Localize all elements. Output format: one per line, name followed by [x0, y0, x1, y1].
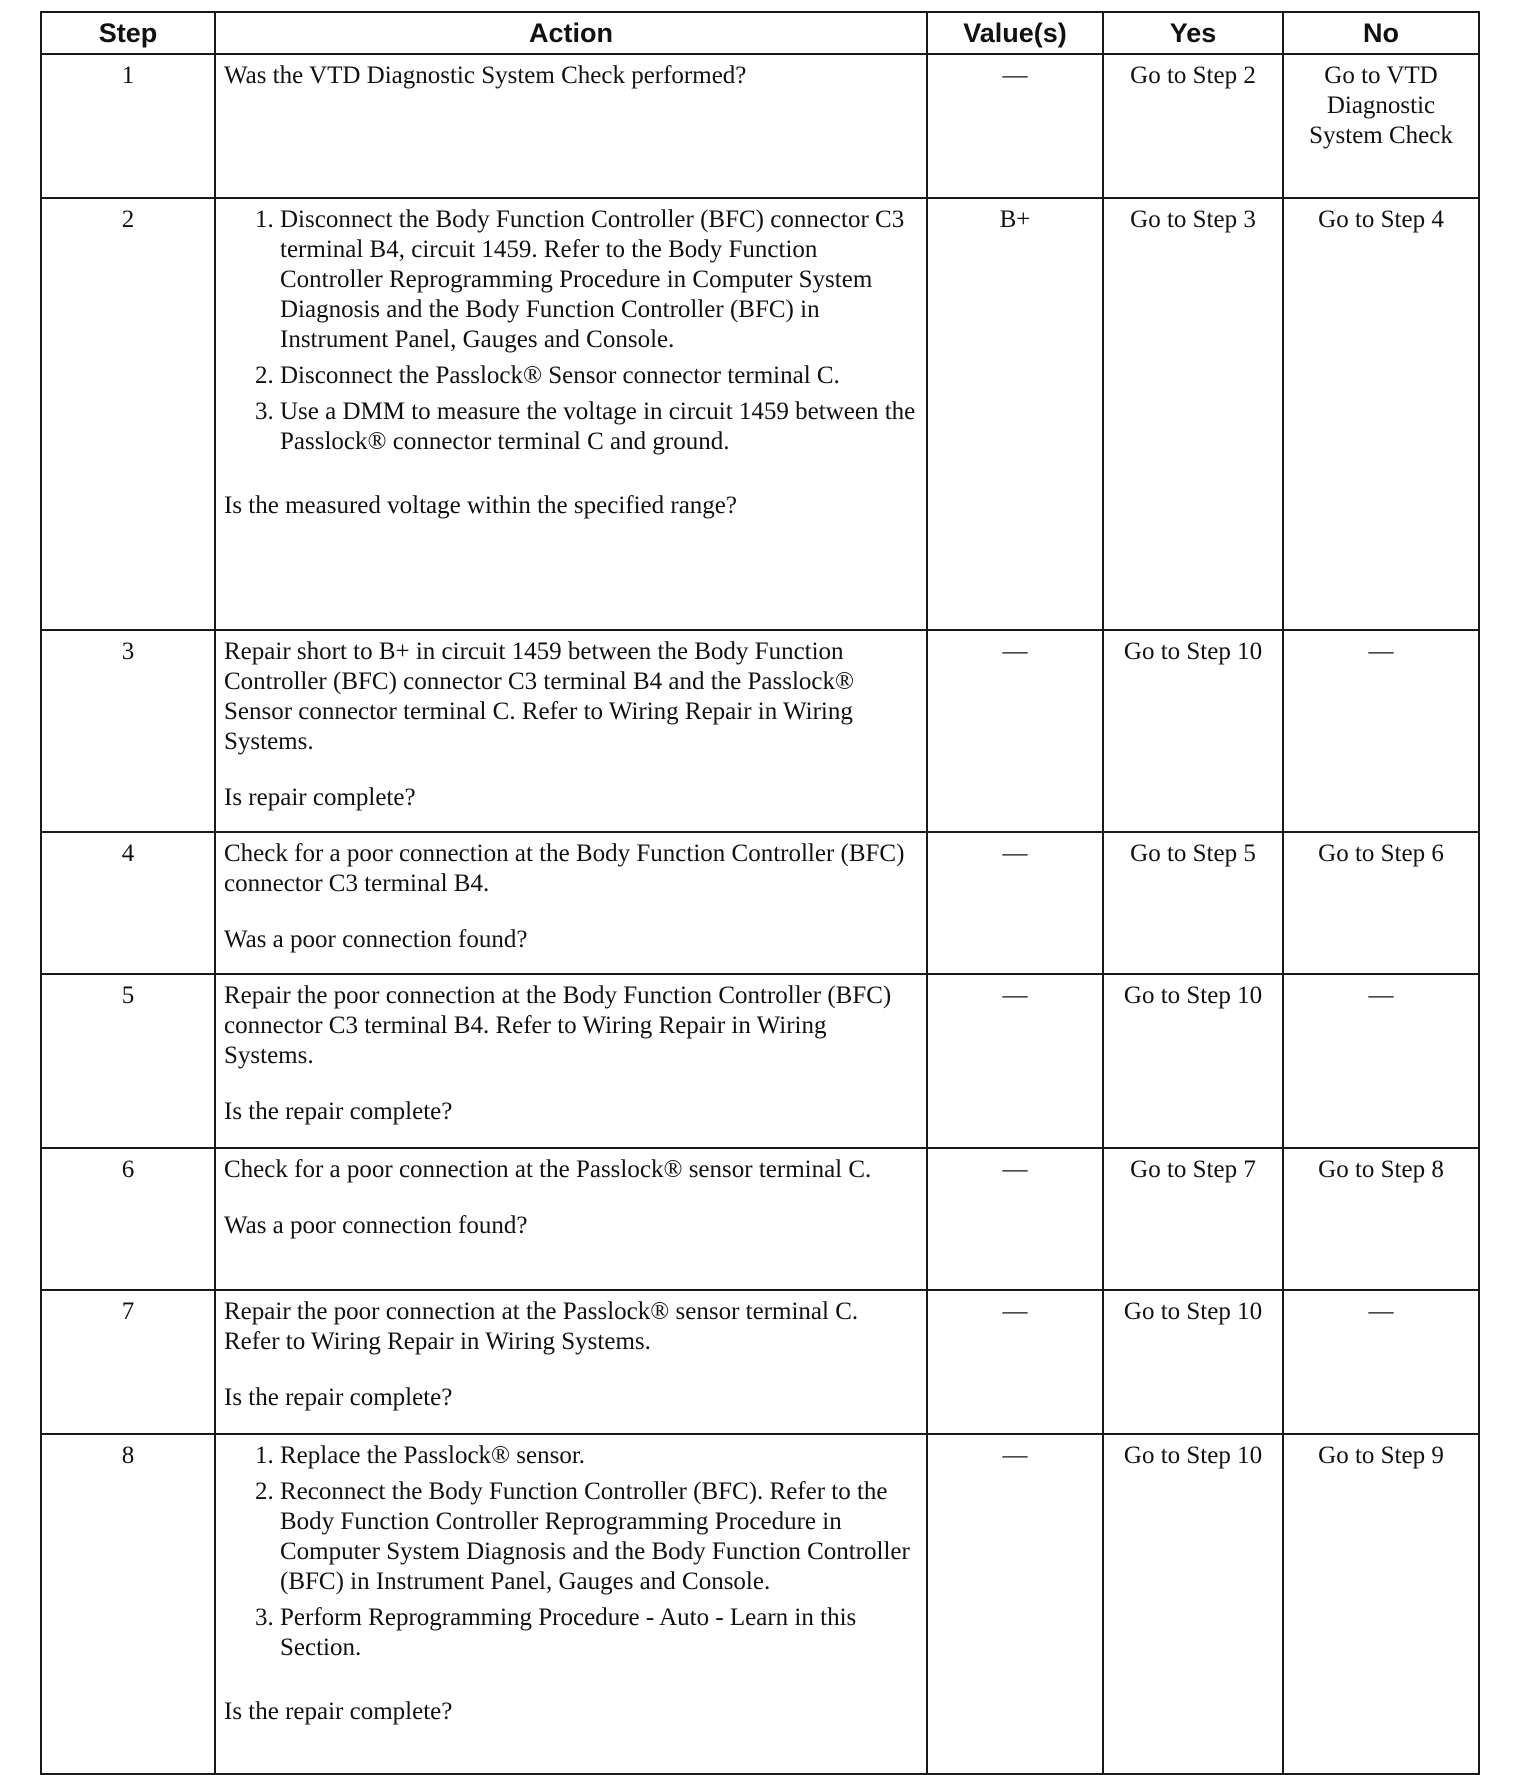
col-header-yes: Yes	[1103, 12, 1283, 54]
action-cell	[215, 198, 927, 630]
action-question: Is the repair complete?	[224, 1698, 453, 1725]
no-cell: Go to Step 9	[1283, 1434, 1479, 1774]
action-question: Was a poor connection found?	[224, 926, 528, 953]
action-cell	[215, 54, 927, 198]
step-number: 1	[41, 54, 215, 198]
action-cell	[215, 832, 927, 974]
action-cell	[215, 1148, 927, 1290]
col-header-values: Value(s)	[927, 12, 1103, 54]
table-row	[41, 1290, 1479, 1434]
step-number: 3	[41, 630, 215, 832]
value-cell: —	[927, 974, 1103, 1148]
action-cell	[215, 1290, 927, 1434]
yes-cell: Go to Step 7	[1103, 1148, 1283, 1290]
list-item: 1. Replace the Passlock® sensor.	[280, 1441, 918, 1471]
yes-cell: Go to Step 5	[1103, 832, 1283, 974]
action-question: Is the measured voltage within the specified range?	[224, 492, 738, 519]
no-cell: —	[1283, 974, 1479, 1148]
col-header-no: No	[1283, 12, 1479, 54]
yes-cell: Go to Step 3	[1103, 198, 1283, 630]
no-cell: Go to Step 6	[1283, 832, 1479, 974]
action-steps-list	[224, 1441, 918, 1663]
step-number: 4	[41, 832, 215, 974]
yes-cell: Go to Step 10	[1103, 974, 1283, 1148]
value-cell: —	[927, 1290, 1103, 1434]
no-cell: Go to Step 4	[1283, 198, 1479, 630]
no-cell: Go to VTD Diagnostic System Check	[1283, 54, 1479, 198]
action-question: Was a poor connection found?	[224, 1212, 528, 1239]
table-row	[41, 974, 1479, 1148]
step-number: 5	[41, 974, 215, 1148]
step-number: 6	[41, 1148, 215, 1290]
action-question: Is the repair complete?	[224, 1384, 453, 1411]
value-cell: —	[927, 630, 1103, 832]
action-text: Check for a poor connection at the Body Function Controller (BFC) connector C3 terminal B4.	[224, 840, 905, 897]
no-cell: —	[1283, 630, 1479, 832]
table-row	[41, 198, 1479, 630]
value-cell: —	[927, 1148, 1103, 1290]
table-row	[41, 1148, 1479, 1290]
value-cell: —	[927, 54, 1103, 198]
list-item: 3. Use a DMM to measure the voltage in circuit 1459 between the Passlock® connector terminal C and ground.	[280, 397, 918, 457]
diagnostic-table-page	[40, 11, 1478, 1775]
table-row	[41, 54, 1479, 198]
list-item: 2. Disconnect the Passlock® Sensor connector terminal C.	[280, 361, 918, 391]
yes-cell: Go to Step 10	[1103, 1434, 1283, 1774]
action-text: Repair the poor connection at the Body Function Controller (BFC) connector C3 terminal B4. Refer to Wiring Repair in Wiring Systems.	[224, 982, 892, 1069]
step-number: 8	[41, 1434, 215, 1774]
action-cell	[215, 1434, 927, 1774]
table-row	[41, 832, 1479, 974]
yes-cell: Go to Step 2	[1103, 54, 1283, 198]
table-row	[41, 1434, 1479, 1774]
no-cell: —	[1283, 1290, 1479, 1434]
step-number: 7	[41, 1290, 215, 1434]
table-row	[41, 630, 1479, 832]
no-cell: Go to Step 8	[1283, 1148, 1479, 1290]
col-header-action: Action	[215, 12, 927, 54]
action-question: Is repair complete?	[224, 784, 416, 811]
action-steps-list	[224, 205, 918, 457]
step-number: 2	[41, 198, 215, 630]
list-item: 3. Perform Reprogramming Procedure - Auto - Learn in this Section.	[280, 1603, 918, 1663]
action-text: Repair the poor connection at the Passlock® sensor terminal C. Refer to Wiring Repair in Wiring Systems.	[224, 1298, 859, 1355]
action-cell	[215, 630, 927, 832]
list-item: 1. Disconnect the Body Function Controller (BFC) connector C3 terminal B4, circuit 1459. Refer to the Body Function Controller Reprogramming Procedure in Computer System Diagnosis and the Body Function Controller (BFC) in Instrument Panel, Gauges and Console.	[280, 205, 918, 355]
header-row	[41, 12, 1479, 54]
value-cell: —	[927, 1434, 1103, 1774]
action-text: Repair short to B+ in circuit 1459 between the Body Function Controller (BFC) connector C3 terminal B4 and the Passlock® Sensor connector terminal C. Refer to Wiring Repair in Wiring Systems.	[224, 638, 855, 755]
yes-cell: Go to Step 10	[1103, 1290, 1283, 1434]
value-cell: —	[927, 832, 1103, 974]
action-cell	[215, 974, 927, 1148]
action-text: Was the VTD Diagnostic System Check performed?	[224, 62, 747, 89]
value-cell: B+	[927, 198, 1103, 630]
diagnostic-table	[40, 11, 1480, 1775]
col-header-step: Step	[41, 12, 215, 54]
yes-cell: Go to Step 10	[1103, 630, 1283, 832]
list-item: 2. Reconnect the Body Function Controller (BFC). Refer to the Body Function Controller Reprogramming Procedure in Computer System Diagnosis and the Body Function Controller (BFC) in Instrument Panel, Gauges and Console.	[280, 1477, 918, 1597]
action-question: Is the repair complete?	[224, 1098, 453, 1125]
action-text: Check for a poor connection at the Passlock® sensor terminal C.	[224, 1156, 872, 1183]
